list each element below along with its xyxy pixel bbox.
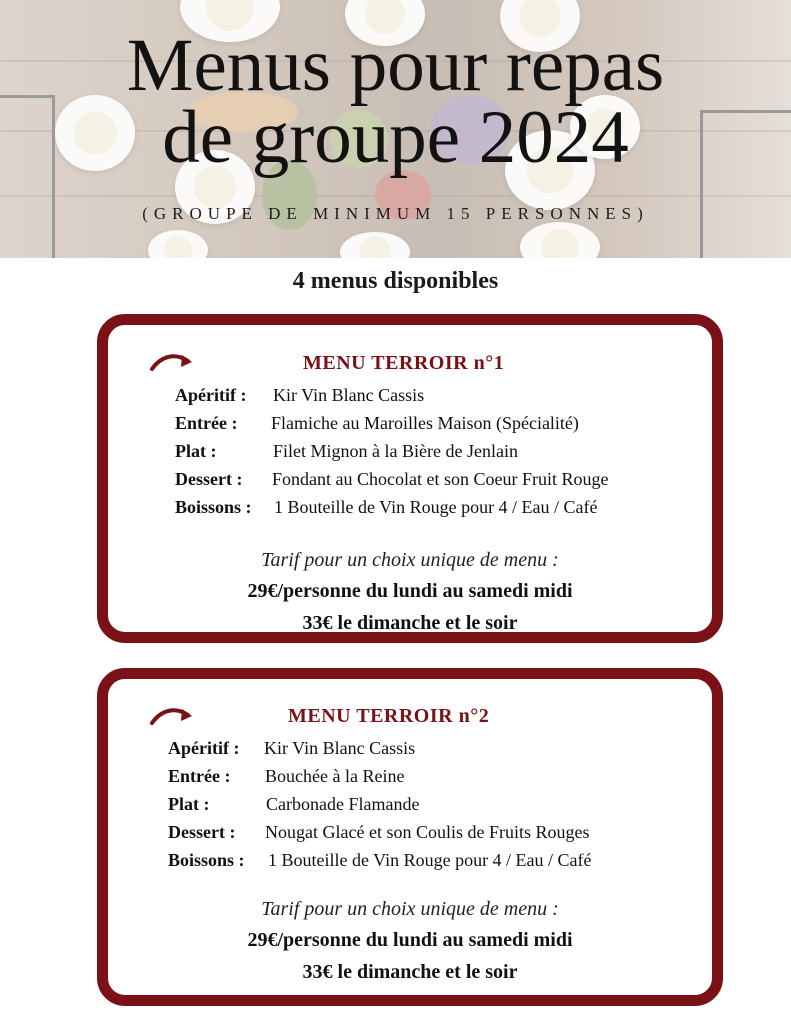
- menu-row-dessert: [175, 465, 608, 493]
- row-value: Carbonade Flamande: [266, 794, 420, 814]
- row-value: Kir Vin Blanc Cassis: [264, 738, 416, 758]
- row-label: Apéritif :: [175, 385, 247, 405]
- row-label: Dessert :: [175, 469, 243, 489]
- menu-items: [168, 734, 592, 874]
- row-label: Boissons :: [175, 497, 252, 517]
- row-label: Plat :: [168, 794, 210, 814]
- tarif-note: Tarif pour un choix unique de menu :: [261, 549, 559, 571]
- menu-row-boissons: [175, 493, 608, 521]
- menu-row-entree: [168, 762, 592, 790]
- menus-available-heading: 4 menus disponibles: [292, 268, 499, 294]
- row-value: 1 Bouteille de Vin Rouge pour 4 / Eau / Café: [268, 850, 592, 870]
- row-label: Boissons :: [168, 850, 245, 870]
- curved-arrow-icon: [150, 349, 198, 375]
- menu-card-2: [97, 668, 723, 1006]
- menu-title: MENU TERROIR n°1: [303, 352, 505, 374]
- tarif-note: Tarif pour un choix unique de menu :: [261, 898, 559, 920]
- row-label: Dessert :: [168, 822, 236, 842]
- menu-card-1: [97, 314, 723, 643]
- row-value: Bouchée à la Reine: [265, 766, 405, 786]
- title-line-1: Menus pour repas: [126, 24, 665, 107]
- menu-row-aperitif: [168, 734, 592, 762]
- menu-row-plat: [175, 437, 608, 465]
- menu-row-aperitif: [175, 381, 608, 409]
- row-value: Flamiche au Maroilles Maison (Spécialité): [271, 413, 579, 433]
- row-value: Kir Vin Blanc Cassis: [273, 385, 425, 405]
- menu-row-plat: [168, 790, 592, 818]
- curved-arrow-icon: [150, 703, 198, 729]
- price-sunday: 33€ le dimanche et le soir: [302, 961, 518, 983]
- page-subtitle: (GROUPE DE MINIMUM 15 PERSONNES): [142, 204, 649, 223]
- row-label: Plat :: [175, 441, 217, 461]
- menu-row-boissons: [168, 846, 592, 874]
- row-value: Nougat Glacé et son Coulis de Fruits Rouges: [265, 822, 590, 842]
- price-sunday: 33€ le dimanche et le soir: [302, 612, 518, 634]
- row-label: Entrée :: [168, 766, 231, 786]
- menu-row-dessert: [168, 818, 592, 846]
- title-line-2: de groupe 2024: [162, 96, 629, 179]
- menu-items: [175, 381, 608, 521]
- row-label: Entrée :: [175, 413, 238, 433]
- menu-row-entree: [175, 409, 608, 437]
- price-weekday: 29€/personne du lundi au samedi midi: [247, 580, 573, 602]
- row-label: Apéritif :: [168, 738, 240, 758]
- row-value: Filet Mignon à la Bière de Jenlain: [273, 441, 518, 461]
- price-weekday: 29€/personne du lundi au samedi midi: [247, 929, 573, 951]
- page-title: [0, 24, 791, 179]
- menu-title: MENU TERROIR n°2: [288, 705, 490, 727]
- row-value: 1 Bouteille de Vin Rouge pour 4 / Eau / Café: [274, 497, 598, 517]
- row-value: Fondant au Chocolat et son Coeur Fruit Rouge: [272, 469, 609, 489]
